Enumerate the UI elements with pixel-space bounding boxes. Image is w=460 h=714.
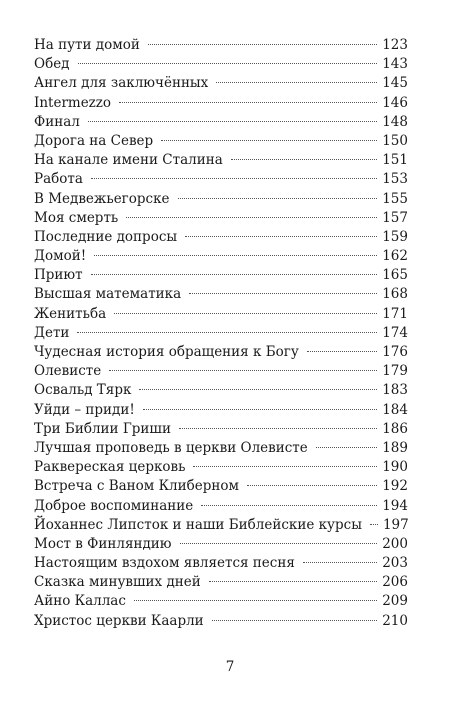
toc-entry <box>34 74 408 93</box>
toc-dot-leader <box>139 389 377 390</box>
toc-entry-page: 176 <box>382 344 408 360</box>
toc-entry-title: Финал <box>34 113 80 130</box>
toc-dot-leader <box>134 600 377 601</box>
toc-dot-leader <box>161 140 377 141</box>
toc-entry-title: Моя смерть <box>34 209 119 226</box>
toc-entry <box>34 458 408 477</box>
toc-entry-title: Высшая математика <box>34 286 182 303</box>
toc-entry-page: 190 <box>382 459 408 476</box>
toc-entry-title: Настоящим вздохом является песня <box>34 555 295 572</box>
toc-entry <box>34 305 408 324</box>
toc-entry-title: Встреча с Ваном Клиберном <box>34 478 239 495</box>
toc-entry-page: 123 <box>382 37 408 53</box>
toc-entry-page: 143 <box>382 56 408 73</box>
toc-entry-title: Уйди – приди! <box>34 401 135 418</box>
toc-entry <box>34 381 408 400</box>
page-number: 7 <box>225 659 235 675</box>
toc-entry-page: 184 <box>382 401 408 418</box>
toc-entry <box>34 36 408 55</box>
toc-dot-leader <box>370 524 378 525</box>
toc-dot-leader <box>189 293 377 294</box>
toc-dot-leader <box>307 351 377 352</box>
toc-entry-title: Чудесная история обращения к Богу <box>34 344 299 360</box>
toc-entry <box>34 151 408 170</box>
toc-dot-leader <box>88 121 377 122</box>
toc-entry-page: 189 <box>382 439 408 456</box>
toc-entry-page: 209 <box>382 593 408 610</box>
toc-dot-leader <box>109 370 377 371</box>
toc-entry-page: 194 <box>382 497 408 514</box>
toc-dot-leader <box>316 447 377 448</box>
toc-entry-page: 155 <box>382 190 408 207</box>
toc-dot-leader <box>180 543 378 544</box>
toc-entry-page: 174 <box>382 324 408 341</box>
toc-entry <box>34 132 408 151</box>
table-of-contents <box>34 36 408 631</box>
toc-entry-title: Работа <box>34 171 83 188</box>
toc-entry <box>34 324 408 343</box>
toc-entry <box>34 420 408 439</box>
toc-entry-page: 162 <box>382 248 408 265</box>
toc-entry-title: Дети <box>34 324 70 341</box>
toc-entry-title: Последние допросы <box>34 228 178 245</box>
toc-entry-title: Освальд Тярк <box>34 382 132 399</box>
toc-dot-leader <box>201 505 377 506</box>
toc-entry <box>34 439 408 458</box>
toc-entry-page: 146 <box>382 94 408 111</box>
toc-entry <box>34 209 408 228</box>
toc-entry <box>34 535 408 554</box>
toc-entry-title: Домой! <box>34 248 87 265</box>
toc-entry-title: Доброе воспоминание <box>34 497 194 514</box>
toc-dot-leader <box>193 466 377 467</box>
toc-entry <box>34 497 408 516</box>
toc-entry-page: 151 <box>382 152 408 169</box>
toc-entry-title: Сказка минувших дней <box>34 574 201 591</box>
toc-entry-page: 183 <box>382 382 408 399</box>
toc-entry <box>34 573 408 592</box>
toc-dot-leader <box>148 44 377 45</box>
toc-dot-leader <box>126 217 377 218</box>
toc-entry <box>34 401 408 420</box>
toc-entry-page: 157 <box>382 209 408 226</box>
toc-dot-leader <box>231 159 377 160</box>
toc-entry-title: Айно Каллас <box>34 593 126 610</box>
toc-entry-page: 159 <box>382 228 408 245</box>
toc-entry-title: На канале имени Сталина <box>34 152 223 169</box>
toc-dot-leader <box>143 409 377 410</box>
toc-entry-page: 192 <box>382 478 408 495</box>
toc-entry <box>34 612 408 631</box>
toc-entry-page: 179 <box>382 363 408 380</box>
toc-entry-title: Мост в Финляндию <box>34 535 172 552</box>
toc-entry-page: 150 <box>382 132 408 149</box>
toc-entry <box>34 285 408 304</box>
toc-entry-title: Приют <box>34 267 83 284</box>
toc-entry-title: Три Библии Гриши <box>34 420 171 437</box>
toc-entry-title: На пути домой <box>34 37 140 53</box>
toc-dot-leader <box>91 178 377 179</box>
toc-entry-page: 171 <box>382 305 408 322</box>
toc-entry-title: Женитьба <box>34 305 107 322</box>
toc-dot-leader <box>114 313 377 314</box>
toc-entry-title: Дорога на Север <box>34 132 154 149</box>
toc-entry <box>34 362 408 381</box>
toc-dot-leader <box>178 198 378 199</box>
toc-entry-title: Лучшая проповедь в церкви Олевисте <box>34 439 308 456</box>
toc-entry <box>34 266 408 285</box>
toc-dot-leader <box>91 274 378 275</box>
toc-entry-page: 148 <box>382 113 408 130</box>
toc-entry <box>34 343 408 362</box>
toc-entry <box>34 170 408 189</box>
toc-entry-page: 206 <box>382 574 408 591</box>
toc-entry <box>34 247 408 266</box>
toc-entry <box>34 94 408 113</box>
toc-entry-page: 186 <box>382 420 408 437</box>
toc-entry-title: Intermezzo <box>34 94 112 111</box>
toc-entry-title: Йоханнес Липсток и наши Библейские курсы <box>34 516 362 533</box>
toc-entry-page: 210 <box>382 612 408 629</box>
toc-dot-leader <box>119 102 377 103</box>
toc-dot-leader <box>209 581 377 582</box>
toc-entry-title: Олевисте <box>34 363 102 380</box>
toc-entry-page: 168 <box>382 286 408 303</box>
toc-entry <box>34 113 408 132</box>
toc-entry <box>34 516 408 535</box>
toc-entry-title: Ангел для заключённых <box>34 75 209 92</box>
toc-entry-title: Христос церкви Каарли <box>34 612 204 629</box>
toc-dot-leader <box>216 82 377 83</box>
toc-dot-leader <box>179 428 377 429</box>
toc-entry <box>34 477 408 496</box>
toc-entry-page: 197 <box>382 516 409 533</box>
toc-dot-leader <box>94 255 377 256</box>
toc-dot-leader <box>247 485 377 486</box>
toc-entry-page: 153 <box>382 171 408 188</box>
toc-dot-leader <box>212 620 378 621</box>
toc-entry <box>34 554 408 573</box>
toc-entry <box>34 592 408 611</box>
toc-dot-leader <box>78 63 378 64</box>
toc-dot-leader <box>185 236 377 237</box>
toc-entry-page: 203 <box>382 555 408 572</box>
toc-dot-leader <box>77 332 377 333</box>
toc-entry-page: 200 <box>382 535 408 552</box>
toc-entry-title: В Медвежьегорске <box>34 190 170 207</box>
toc-entry-title: Раквереская церковь <box>34 459 186 476</box>
toc-entry-title: Обед <box>34 56 70 73</box>
toc-entry-page: 165 <box>382 267 408 284</box>
toc-entry <box>34 228 408 247</box>
toc-entry <box>34 55 408 74</box>
toc-entry-page: 145 <box>382 75 408 92</box>
toc-entry <box>34 190 408 209</box>
toc-dot-leader <box>303 562 377 563</box>
